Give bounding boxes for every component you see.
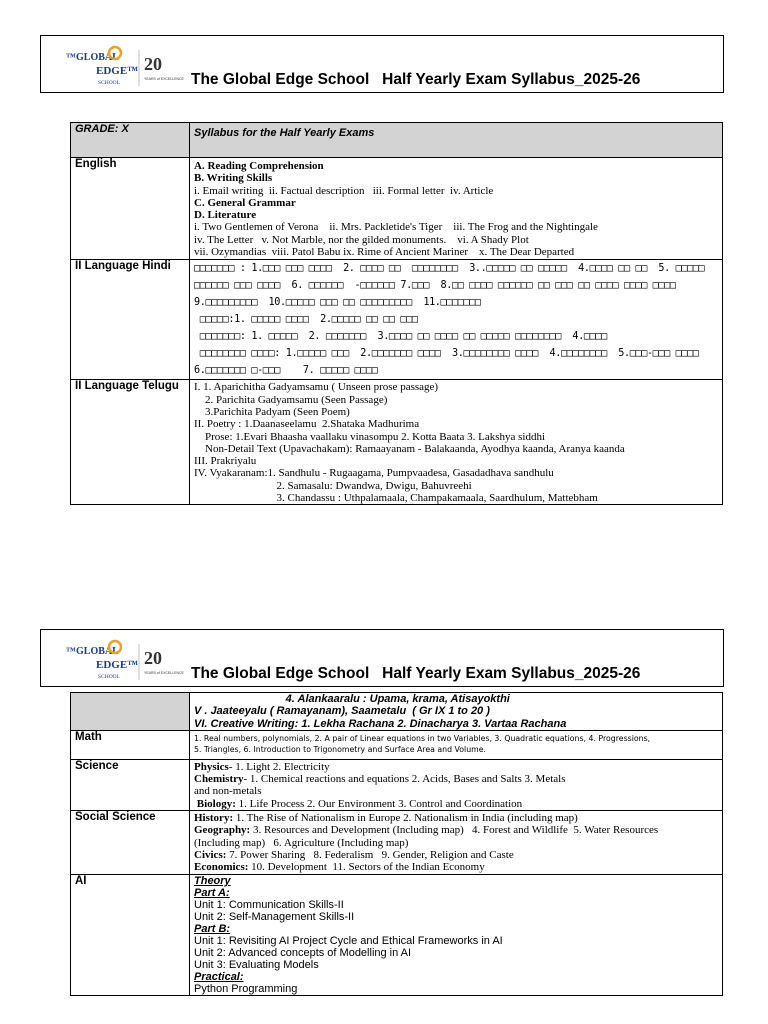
syllabus-heading: Syllabus for the Half Yearly Exams [194, 127, 375, 139]
svg-text:™GLOBAL: ™GLOBAL [66, 52, 119, 63]
english-line: i. Two Gentlemen of Verona ii. Mrs. Packletide's Tiger iii. The Frog and the Nightingale [194, 221, 598, 234]
social-science-label: Social Science [71, 811, 190, 874]
telugu-line: 3. Chandassu : Uthpalamaala, Champakamaala, Saardhulum, Mattebham [194, 492, 598, 505]
telugu-line: 2. Samasalu: Dwandwa, Dwigu, Bahuvreehi [194, 479, 472, 492]
hindi-content [190, 260, 723, 380]
telugu-label: II Language Telugu [71, 380, 190, 505]
geography-topics-cont: (Including map) 6. Agriculture (Including map) [194, 836, 409, 849]
math-line: 1. Real numbers, polynomials, 2. A pair of Linear equations in two Variables, 3. Quadratic equations, 4. Progressions, [194, 733, 651, 743]
telugu-line: III. Prakriyalu [194, 455, 257, 468]
ai-unit: Unit 2: Self-Management Skills-II [194, 910, 355, 923]
svg-text:YEARS of EXCELLENCE: YEARS of EXCELLENCE [144, 671, 184, 675]
economics-topics: 10. Development 11. Sectors of the Indian Economy [248, 861, 485, 874]
english-content [190, 158, 723, 260]
ai-content [190, 874, 723, 995]
math-line: 5. Triangles, 6. Introduction to Trigonometry and Surface Area and Volume. [194, 744, 487, 754]
svg-text:YEARS of EXCELLENCE: YEARS of EXCELLENCE [144, 77, 184, 81]
page-header-1 [40, 35, 724, 93]
science-label: Science [71, 759, 190, 810]
telugu-line: 2. Parichita Gadyamsamu (Seen Passage) [194, 393, 388, 406]
english-line: D. Literature [194, 209, 257, 222]
svg-text:20: 20 [144, 54, 162, 74]
science-row [71, 759, 723, 810]
economics-label: Economics: [194, 861, 249, 874]
svg-text:SCHOOL: SCHOOL [98, 674, 121, 680]
telugu-line: Non-Detail Text (Upavachakam): Ramaayanam - Balakaanda, Ayodhya kaanda, Aranya kaanda [194, 442, 625, 455]
svg-text:20: 20 [144, 648, 162, 668]
ai-unit: Unit 3: Evaluating Models [194, 958, 319, 971]
english-line: vii. Ozymandias viii. Patol Babu ix. Rime of Ancient Mariner x. The Dear Departed [194, 246, 575, 259]
english-line: C. General Grammar [194, 196, 296, 209]
english-line: iv. The Letter v. Not Marble, nor the gilded monuments. vi. A Shady Plot [194, 233, 529, 246]
school-logo [66, 44, 184, 88]
telugu-continued-content [190, 693, 723, 731]
hindi-label: II Language Hindi [71, 260, 190, 380]
telugu-row [71, 380, 723, 505]
english-line: i. Email writing ii. Factual description iii. Formal letter iv. Article [194, 184, 494, 197]
header-title: The Global Edge School Half Yearly Exam Syllabus_2025-26 [191, 71, 641, 88]
telugu-line: V . Jaateeyalu ( Ramayanam), Saametalu ( Gr IX 1 to 20 ) [194, 705, 490, 718]
ai-practical-item: Python Programming [194, 982, 298, 995]
ai-unit: Unit 1: Communication Skills-II [194, 898, 344, 911]
hindi-line: □□□□□□ □□□ □□□□ 6. □□□□□□ -□□□□□□ 7.□□□ 8.□□ □□□□ □□□□□□ □□ □□□ □□ □□□□ □□□□ □□□□ [194, 280, 676, 292]
math-row [71, 730, 723, 759]
school-logo [66, 638, 184, 682]
telugu-line: IV. Vyakaranam:1. Sandhulu - Rugaagama, Pumpvaadesa, Gasadadhava sandhulu [194, 467, 554, 480]
ai-theory-heading: Theory [194, 874, 231, 887]
ai-label: AI [71, 874, 190, 995]
chemistry-topics: - 1. Chemical reactions and equations 2. Acids, Bases and Salts 3. Metals [243, 773, 566, 786]
math-content [190, 730, 723, 759]
chemistry-label: Chemistry [194, 773, 244, 786]
svg-text:SCHOOL: SCHOOL [98, 80, 121, 86]
telugu-line: I. 1. Aparichitha Gadyamsamu ( Unseen prose passage) [194, 381, 439, 394]
ai-part-b-heading: Part B: [194, 922, 231, 935]
svg-text:EDGE™: EDGE™ [96, 659, 139, 671]
biology-topics: 1. Life Process 2. Our Environment 3. Control and Coordination [235, 797, 523, 810]
english-line: B. Writing Skills [194, 172, 273, 185]
syllabus-table-2 [70, 692, 723, 996]
biology-label: Biology: [194, 797, 236, 810]
svg-text:™GLOBAL: ™GLOBAL [66, 646, 119, 657]
telugu-line: VI. Creative Writing: 1. Lekha Rachana 2. Dinacharya 3. Vartaa Rachana [194, 717, 567, 730]
chemistry-topics-cont: and non-metals [194, 785, 262, 798]
ai-row [71, 874, 723, 995]
ai-unit: Unit 2: Advanced concepts of Modelling in AI [194, 946, 412, 959]
hindi-line: □□□□□□□: 1. □□□□□ 2. □□□□□□□ 3.□□□□ □□ □□□□ □□ □□□□□ □□□□□□□□ 4.□□□□ [194, 331, 607, 343]
telugu-line: 3.Parichita Padyam (Seen Poem) [194, 405, 350, 418]
geography-label: Geography: [194, 824, 251, 837]
hindi-line: 6.□□□□□□□ □-□□□ 7. □□□□□ □□□□ [194, 365, 378, 377]
telugu-line: 4. Alankaaralu : Upama, krama, Atisayokthi [194, 693, 510, 705]
telugu-line: Prose: 1.Evari Bhaasha vaallaku vinasompu 2. Kotta Baata 3. Lakshya siddhi [194, 430, 546, 443]
science-content [190, 759, 723, 810]
physics-label: Physics [194, 760, 229, 773]
social-science-row [71, 811, 723, 874]
english-line: A. Reading Comprehension [194, 160, 324, 172]
ai-part-a-heading: Part A: [194, 886, 230, 899]
geography-topics: 3. Resources and Development (Including map) 4. Forest and Wildlife 5. Water Resources [250, 824, 659, 837]
telugu-continued-row [71, 693, 723, 731]
hindi-line: 9.□□□□□□□□□ 10.□□□□□ □□□ □□ □□□□□□□□□ 11.□□□□□□□ [194, 297, 481, 309]
social-science-content [190, 811, 723, 874]
grade-label: GRADE: X [75, 123, 129, 135]
header-title: The Global Edge School Half Yearly Exam Syllabus_2025-26 [191, 665, 641, 682]
hindi-line: □□□□□□□□ □□□□: 1.□□□□□ □□□ 2.□□□□□□□ □□□□ 3.□□□□□□□□ □□□□ 4.□□□□□□□□ 5.□□□-□□□ □□□□ [194, 348, 699, 360]
civics-topics: 7. Power Sharing 8. Federalism 9. Gender, Religion and Caste [226, 848, 514, 861]
ai-unit: Unit 1: Revisiting AI Project Cycle and Ethical Frameworks in AI [194, 934, 503, 947]
telugu-content [190, 380, 723, 505]
hindi-line: □□□□□□□ : 1.□□□ □□□ □□□□ 2. □□□□ □□ □□□□□□□□ 3..□□□□□ □□ □□□□□ 4.□□□□ □□ □□ 5. □□□□□ [194, 263, 705, 275]
ai-practical-heading: Practical: [194, 970, 244, 983]
telugu-line: II. Poetry : 1.Daanaseelamu 2.Shataka Madhurima [194, 418, 420, 431]
history-label: History: [194, 812, 234, 825]
history-topics: 1. The Rise of Nationalism in Europe 2. Nationalism in India (including map) [233, 812, 578, 825]
svg-text:EDGE™: EDGE™ [96, 65, 139, 77]
civics-label: Civics: [194, 848, 227, 861]
physics-topics: - 1. Light 2. Electricity [228, 760, 330, 773]
english-label: English [71, 158, 190, 260]
hindi-row [71, 260, 723, 380]
hindi-line: □□□□□:1. □□□□□ □□□□ 2.□□□□□ □□ □□ □□□ [194, 314, 418, 326]
page-header-2 [40, 629, 724, 687]
grade-row [71, 123, 723, 158]
syllabus-table-1 [70, 122, 723, 505]
english-row [71, 158, 723, 260]
math-label: Math [71, 730, 190, 759]
